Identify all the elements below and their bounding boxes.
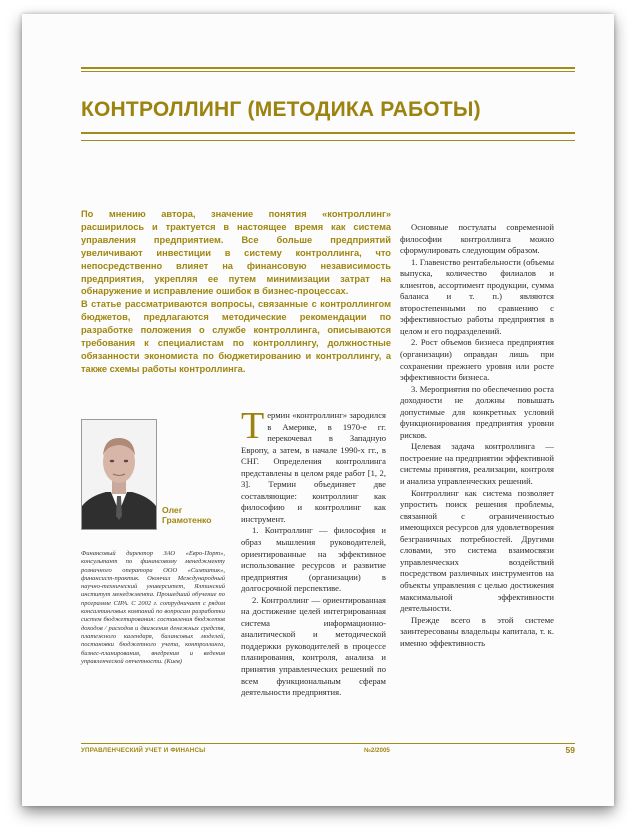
- author-photo: [81, 419, 157, 530]
- paragraph: 2. Рост объемов бизнеса предприятия (организации) оправдан лишь при сохранении прежнего уровня или росте эффективности бизнеса.: [400, 337, 554, 383]
- paragraph: Прежде всего в этой системе заинтересованы владельцы капитала, т. к. именно эффективность: [400, 614, 554, 648]
- first-paragraph: [241, 405, 386, 525]
- title-rule: [81, 132, 575, 134]
- author-bio: Финансовый директор ЗАО «Евро-Порт», консультант по финансовому менеджменту розничного оператора ООО «Симпатик», финансист-практик. Окончил Международный научно-технический университет, Ялтинский институт менеджмента. Прошедший обучение по программе CIPA. С 2002 г. сотрудничает с рядом консалтинговых компаний по вопросам разработки систем бюджетирования: составления бюджетов доходов / расходов и движения денежных средств, платежного календаря, балансовых моделей, постановки бюджетного учета, контроллинга, бизнес-планирования, внедрения и ведения управленческой отчетности. (Киев): [81, 550, 225, 665]
- issue-number: №2/2005: [364, 747, 390, 754]
- page-number: 59: [565, 745, 575, 755]
- lead-paragraph: По мнению автора, значение понятия «контроллинг» расширилось и трактуется в настоящее время как система управления предприятием. Все больше предприятий увеличивают инвестиции в систему контроллинга, что непосредственно влияет на финансовую независимость предприятия, укрепляя ее путем минимизации затрат на обнаружение и исправление ошибок в бизнес-процессах.: [81, 209, 391, 297]
- paragraph: 2. Контроллинг — ориентированная на достижение целей интегрированная система информационно-аналитической и методической поддержки руководителей в процессе планирования, контроля, анализа и принятия управленческих решений по всем функциональным сферам деятельности предприятия.: [241, 594, 386, 698]
- author-first-name: Олег: [162, 505, 183, 515]
- paragraph: Контроллинг как система позволяет упростить поиск решения проблемы, связанной с ограниченностью имеющихся ресурсов для удовлетворения безграничных потребностей. Другими словами, это система взаимосвязи управленческих воздействий посредством различных инструментов на объекты управления с целью достижения максимальной эффективности деятельности.: [400, 487, 554, 614]
- paragraph: Основные постулаты современной философии контроллинга можно сформулировать следующим образом.: [400, 222, 554, 256]
- title-rule-thin: [81, 140, 575, 141]
- article-column-middle: [241, 405, 386, 699]
- drop-cap: Т: [241, 405, 265, 447]
- top-rule-thin: [81, 71, 575, 72]
- article-title: КОНТРОЛЛИНГ (МЕТОДИКА РАБОТЫ): [81, 98, 481, 121]
- top-rule: [81, 67, 575, 69]
- footer-rule: [81, 743, 575, 744]
- article-lead: [81, 208, 391, 376]
- paragraph-text: ермин «контроллинг» зародился в Америке, в 1970-е гг. перекочевал в Западную Европу, а затем, в начале 1990-х гг., в СНГ. Определения контроллинга представлены в целом ряде работ [1, 2, 3]. Термин объединяет две составляющие: контроллинг как философию и контроллинг как инструмент.: [241, 410, 386, 524]
- paragraph: 3. Мероприятия по обеспечению роста доходности не должны повышать допустимые для конкретных условий функционирования предприятия уровни рисков.: [400, 383, 554, 440]
- article-column-right: [400, 222, 554, 649]
- journal-name: УПРАВЛЕНЧЕСКИЙ УЧЕТ И ФИНАНСЫ: [81, 747, 206, 754]
- lead-paragraph: В статье рассматриваются вопросы, связанные с контроллингом бюджетов, предлагаются методические рекомендации по разработке положения о службе контроллинга, описываются требования к специалистам по контроллингу, должностные обязанности экономиста по бюджетированию и контроллингу, а также схемы работы контроллинга.: [81, 299, 391, 374]
- author-portrait-icon: [82, 420, 156, 529]
- author-name: [162, 505, 211, 525]
- paragraph: 1. Главенство рентабельности (объемы выпуска, количество филиалов и клиентов, ассортимент продукции, сумма баланса и т. п.) являются второстепенными по сравнению с эффективностью работы предприятия в целом и его подразделений.: [400, 256, 554, 336]
- paragraph: 1. Контроллинг — философия и образ мышления руководителей, ориентированные на эффективное использование ресурсов и развитие предприятия (организации) в долгосрочной перспективе.: [241, 525, 386, 594]
- author-last-name: Грамотенко: [162, 515, 212, 525]
- paragraph: Целевая задача контроллинга — построение на предприятии эффективной системы принятия, реализации, контроля и анализа управленческих решений.: [400, 441, 554, 487]
- magazine-page: [22, 14, 614, 806]
